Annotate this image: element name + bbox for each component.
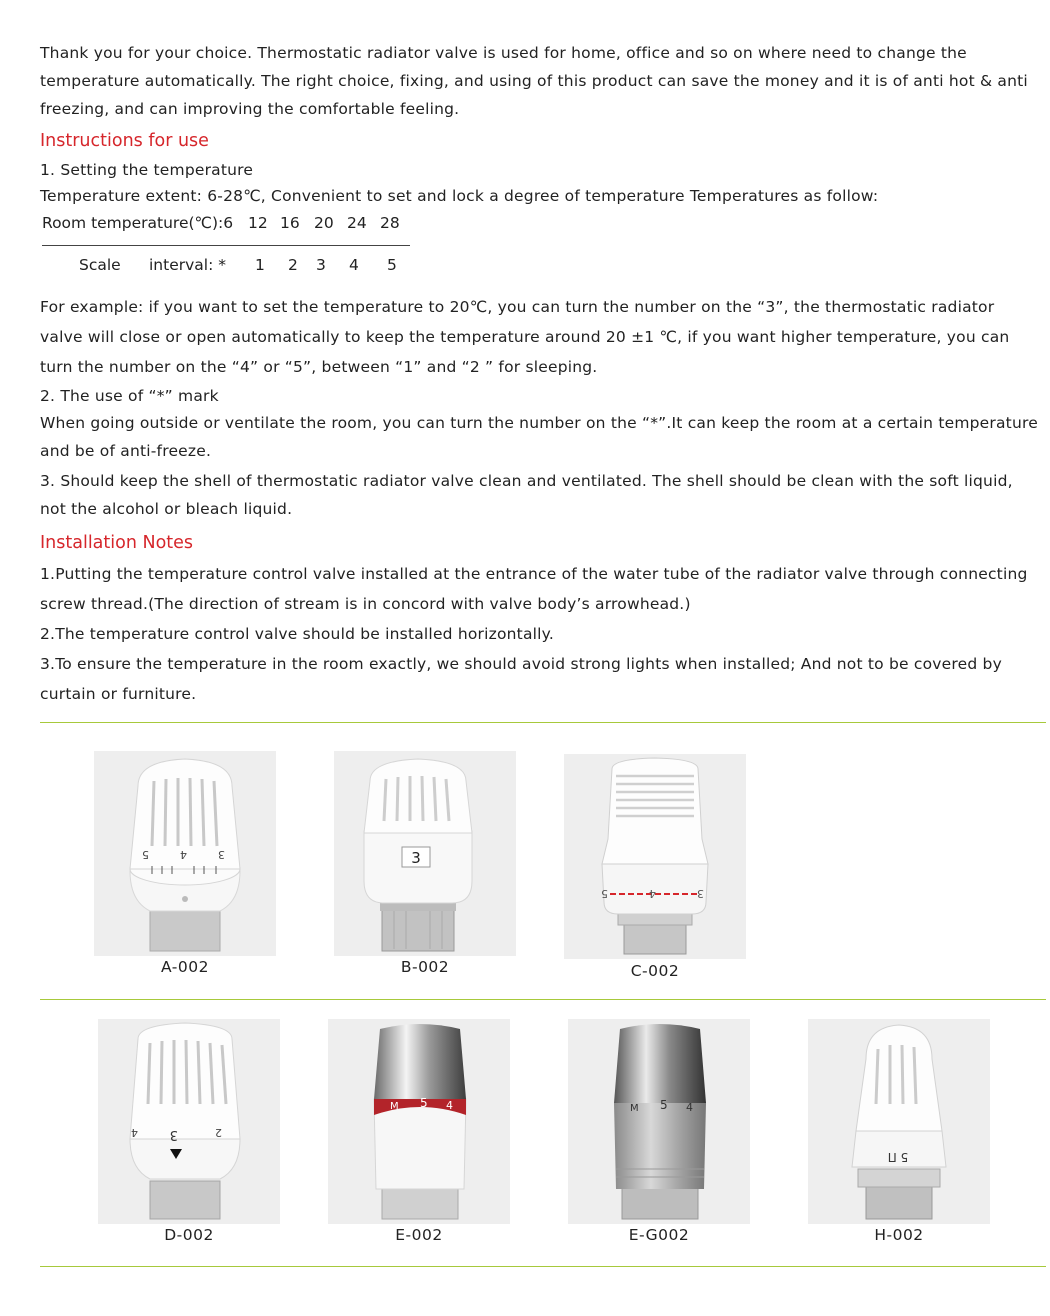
room-temperature-value: 20 [314, 214, 334, 232]
example-paragraph: For example: if you want to set the temperature to 20℃, you can turn the number on the “3”, the thermostatic radiator valve will close or open automatically to keep the temperature around 20 ±1 ℃, if you want higher temperature, you can turn the number on the “4” or “5”, between “1” and “2 ” for sleeping. [40, 298, 1010, 376]
dial-number: 5 [601, 887, 608, 900]
product-image-e-002 [328, 1019, 510, 1224]
dial-number: 4 [649, 887, 656, 900]
product-code-c-002: C-002 [630, 962, 680, 980]
dial-number: 3 [697, 887, 704, 900]
scale-interval-label: interval: * [149, 256, 226, 274]
intro-paragraph: Thank you for your choice. Thermostatic radiator valve is used for home, office and so on where need to change the temperature automatically. The right choice, fixing, and using of this product can save the money and it is of anti hot & anti freezing, and can improving the comfortable feeling. [40, 44, 1028, 118]
room-temperature-value: 16 [280, 214, 300, 232]
room-temperature-label: Room temperature(℃):6 [42, 214, 234, 232]
product-code-b-002: B-002 [400, 958, 450, 976]
dial-number: 5 [142, 848, 149, 861]
product-code-e-g002: E-G002 [628, 1226, 690, 1244]
star-mark-title: 2. The use of “*” mark [40, 387, 219, 405]
dial-number: M [630, 1103, 639, 1114]
installation-note-2: 2.The temperature control valve should be installed horizontally. [40, 625, 554, 643]
temperature-extent-text: Temperature extent: 6-28℃, Convenient to set and lock a degree of temperature Temperatures as follow: [40, 187, 879, 205]
dial-number: 3 [218, 848, 225, 861]
room-temperature-value: 12 [248, 214, 268, 232]
table-divider [42, 245, 410, 246]
dial-number: 4 [446, 1099, 453, 1112]
installation-heading: Installation Notes [40, 533, 194, 553]
installation-note-3: 3.To ensure the temperature in the room exactly, we should avoid strong lights when installed; And not to be covered by curtain or furniture. [40, 655, 1002, 703]
dial-number: M [390, 1101, 399, 1112]
product-image-e-g002 [568, 1019, 750, 1224]
shell-care-text: 3. Should keep the shell of thermostatic radiator valve clean and ventilated. The shell should be clean with the soft liquid, not the alcohol or bleach liquid. [40, 472, 1013, 518]
instructions-heading: Instructions for use [40, 131, 209, 151]
section-divider [40, 1266, 1046, 1267]
product-image-b-002 [334, 751, 516, 956]
scale-value: 3 [316, 256, 326, 274]
room-temperature-value: 28 [380, 214, 400, 232]
product-image-d-002 [98, 1019, 280, 1224]
dial-number: 5 [660, 1098, 668, 1112]
scale-value: 4 [349, 256, 359, 274]
scale-value: 2 [288, 256, 298, 274]
product-code-e-002: E-002 [395, 1226, 443, 1244]
installation-note-1: 1.Putting the temperature control valve installed at the entrance of the water tube of the radiator valve through connecting screw thread.(The direction of stream is in concord with valve body’s arrowhead.) [40, 565, 1028, 613]
product-code-a-002: A-002 [161, 958, 209, 976]
product-image-h-002 [808, 1019, 990, 1224]
dial-number: 4 [180, 848, 187, 861]
dial-number: 3 [169, 1127, 178, 1142]
dial-number: 4 [686, 1101, 693, 1114]
dial-number: 5 [420, 1096, 428, 1110]
dial-number: 3 [411, 849, 421, 867]
scale-value: 5 [387, 256, 397, 274]
setting-temperature-title: 1. Setting the temperature [40, 161, 254, 179]
scale-label: Scale [79, 256, 121, 274]
dial-number: 2 [215, 1126, 222, 1139]
section-divider [40, 722, 1046, 723]
scale-value: 1 [255, 256, 265, 274]
product-image-a-002 [94, 751, 276, 956]
product-image-c-002 [564, 754, 746, 959]
room-temperature-value: 24 [347, 214, 367, 232]
dial-number: 4 [131, 1126, 138, 1139]
star-mark-text: When going outside or ventilate the room, you can turn the number on the “*”.It can keep the room at a certain temperature and be of anti-freeze. [40, 414, 1038, 460]
product-code-d-002: D-002 [164, 1226, 214, 1244]
product-code-h-002: H-002 [874, 1226, 924, 1244]
dial-number: 5 Π [887, 1150, 909, 1164]
section-divider [40, 999, 1046, 1000]
